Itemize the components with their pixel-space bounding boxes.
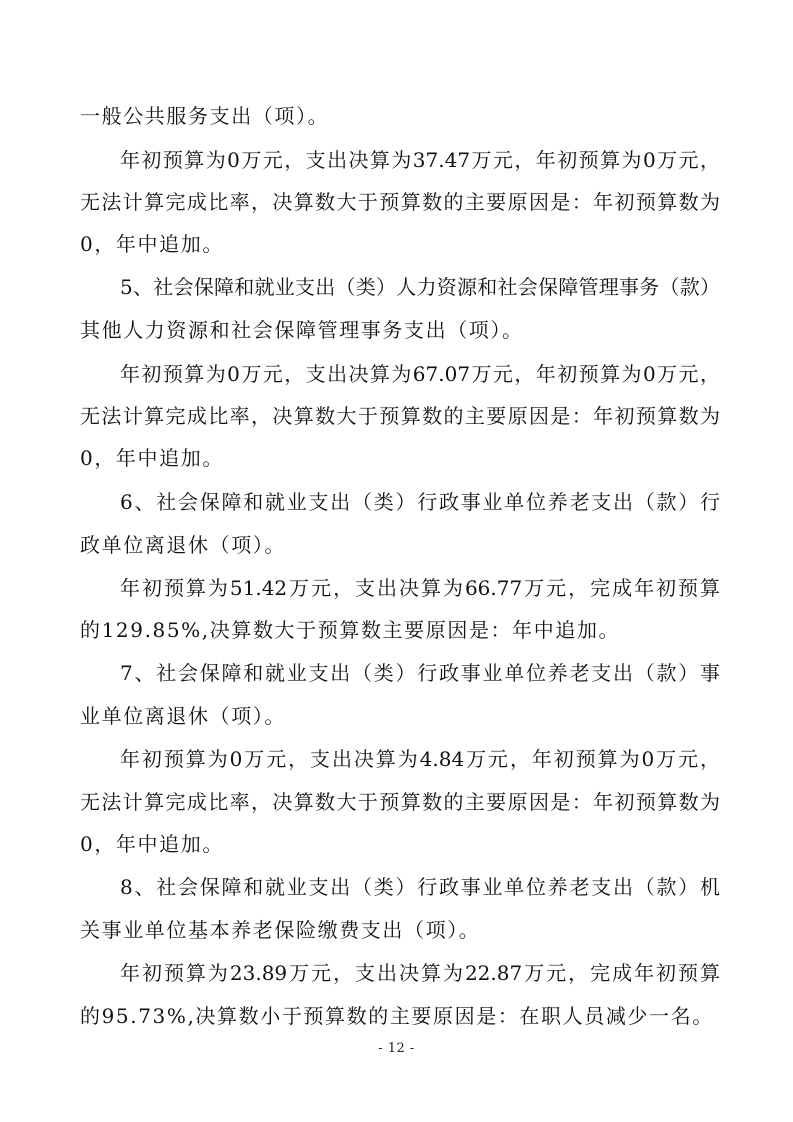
text-line: 的129.85%,决算数大于预算数主要原因是：年中追加。 [80, 618, 621, 642]
text-line: 6、社会保障和就业支出（类）行政事业单位养老支出（款）行 [120, 490, 720, 514]
text-line: 8、社会保障和就业支出（类）行政事业单位养老支出（款）机 [120, 875, 720, 899]
text-line: 年初预算为0万元，支出决算为37.47万元，年初预算为0万元， [120, 148, 720, 172]
text-line: 关事业单位基本养老保险缴费支出（项）。 [80, 918, 481, 942]
text-line: 年初预算为0万元，支出决算为4.84万元，年初预算为0万元， [120, 747, 720, 771]
text-line: 0，年中追加。 [80, 446, 224, 470]
text-line: 年初预算为23.89万元，支出决算为22.87万元，完成年初预算 [120, 961, 720, 985]
text-line: 其他人力资源和社会保障管理事务支出（项）。 [80, 318, 524, 342]
text-line: 7、社会保障和就业支出（类）行政事业单位养老支出（款）事 [120, 661, 720, 685]
text-line: 0，年中追加。 [80, 232, 224, 256]
text-line: 政单位离退休（项）。 [80, 533, 286, 557]
text-line: 无法计算完成比率，决算数大于预算数的主要原因是：年初预算数为 [80, 190, 720, 214]
text-line: 一般公共服务支出（项）。 [80, 104, 330, 128]
text-line: 无法计算完成比率，决算数大于预算数的主要原因是：年初预算数为 [80, 404, 720, 428]
text-line: 5、社会保障和就业支出（类）人力资源和社会保障管理事务（款） [120, 275, 720, 299]
text-line: 无法计算完成比率，决算数大于预算数的主要原因是：年初预算数为 [80, 790, 720, 814]
text-line: 业单位离退休（项）。 [80, 704, 286, 728]
text-line: 0，年中追加。 [80, 832, 224, 856]
page-number: - 12 - [378, 1041, 415, 1056]
text-line: 年初预算为51.42万元，支出决算为66.77万元，完成年初预算 [120, 576, 720, 600]
text-line: 年初预算为0万元，支出决算为67.07万元，年初预算为0万元， [120, 362, 720, 386]
text-line: 的95.73%,决算数小于预算数的主要原因是：在职人员减少一名。 [80, 1004, 714, 1028]
